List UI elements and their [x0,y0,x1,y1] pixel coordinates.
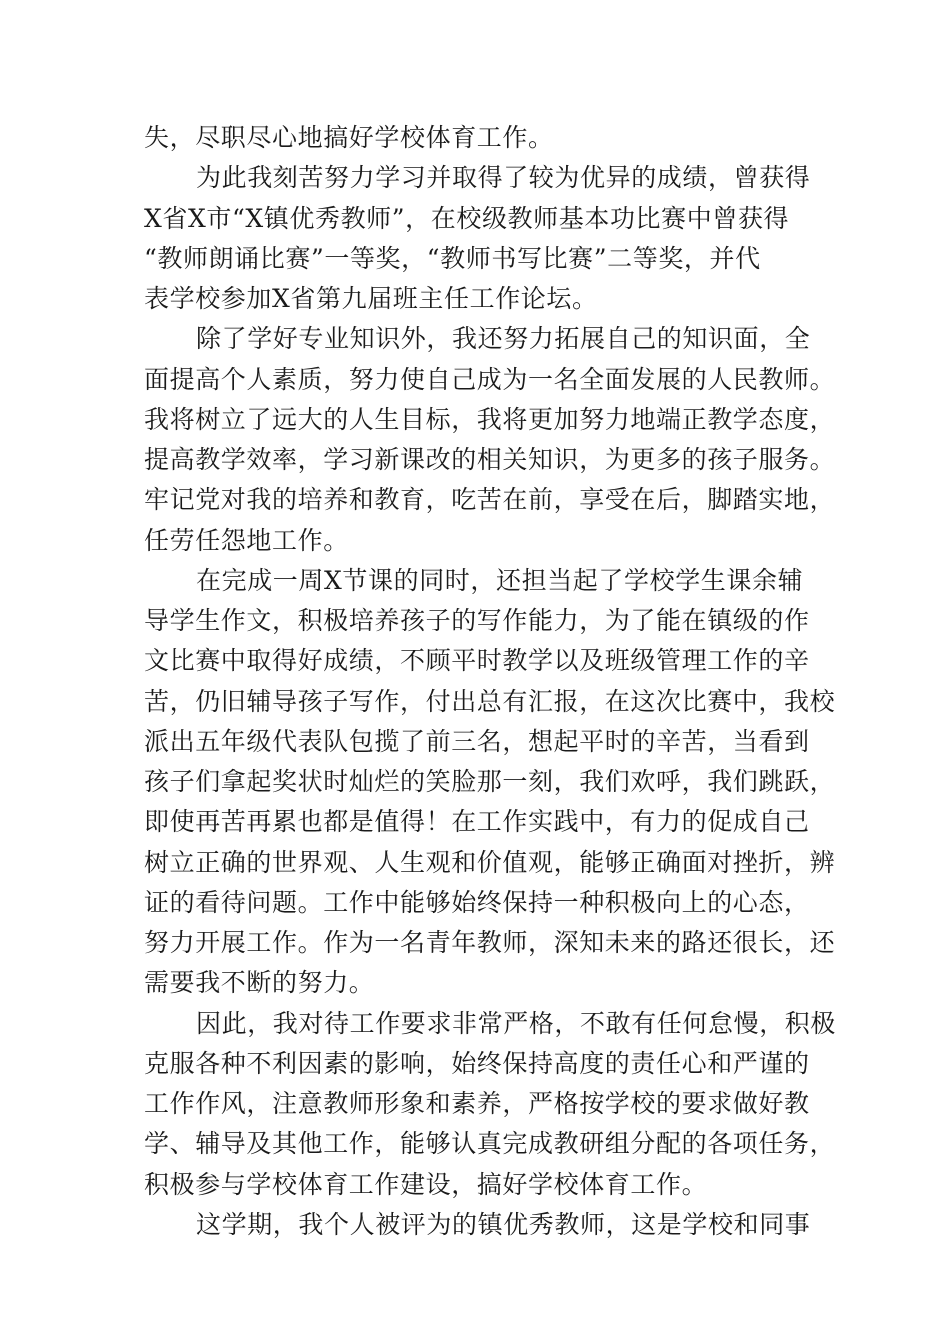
text-line: 克服各种不利因素的影响，始终保持高度的责任心和严谨的 [144,1048,810,1078]
text-line: 学、辅导及其他工作，能够认真完成教研组分配的各项任务， [144,1129,836,1159]
text-line: 提高教学效率，学习新课改的相关知识，为更多的孩子服务。 [144,445,836,474]
text-line: 导学生作文，积极培养孩子的写作能力，为了能在镇级的作 [144,606,810,635]
text-line: 即使再苦再累也都是值得！在工作实践中，有力的促成自己 [144,807,810,837]
document-body-text [144,118,837,1245]
paragraph-first-line: 这学期，我个人被评为的镇优秀教师，这是学校和同事 [196,1209,811,1239]
text-line: 树立正确的世界观、人生观和价值观，能够正确面对挫折，辨 [144,847,836,877]
paragraph-first-line: 为此我刻苦努力学习并取得了较为优异的成绩，曾获得 [196,163,811,193]
text-line: 孩子们拿起奖状时灿烂的笑脸那一刻，我们欢呼，我们跳跃， [144,767,836,796]
text-line: 面提高个人素质，努力使自己成为一名全面发展的人民教师。 [144,364,836,394]
text-line: 牢记党对我的培养和教育，吃苦在前，享受在后，脚踏实地， [144,485,836,515]
text-line: X省X市“X镇优秀教师”，在校级教师基本功比赛中曾获得 [144,203,790,233]
text-line: 表学校参加X省第九届班主任工作论坛。 [144,284,598,313]
text-line: 我将树立了远大的人生目标，我将更加努力地端正教学态度， [144,404,836,434]
text-line: 努力开展工作。作为一名青年教师，深知未来的路还很长，还 [144,928,836,957]
paragraph-first-line: 除了学好专业知识外，我还努力拓展自己的知识面，全 [196,324,811,354]
text-line: 工作作风，注意教师形象和素养，严格按学校的要求做好教 [144,1089,810,1118]
paragraph-first-line: 因此，我对待工作要求非常严格，不敢有任何怠慢，积极 [196,1008,837,1038]
text-line: 文比赛中取得好成绩，不顾平时教学以及班级管理工作的辛 [144,646,810,676]
text-line: 需要我不断的努力。 [144,968,375,998]
text-line: 苦，仍旧辅导孩子写作，付出总有汇报，在这次比赛中，我校 [144,686,836,716]
text-line: 积极参与学校体育工作建设，搞好学校体育工作。 [144,1169,708,1199]
text-line: “教师朗诵比赛”一等奖，“教师书写比赛”二等奖，并代 [144,243,761,273]
paragraph-first-line: 在完成一周X节课的同时，还担当起了学校学生课余辅 [196,565,804,595]
text-line: 任劳任怨地工作。 [144,525,349,555]
text-line: 证的看待问题。工作中能够始终保持一种积极向上的心态， [144,887,810,917]
text-line: 失，尽职尽心地搞好学校体育工作。 [144,123,554,152]
text-line: 派出五年级代表队包揽了前三名，想起平时的辛苦，当看到 [144,726,810,756]
